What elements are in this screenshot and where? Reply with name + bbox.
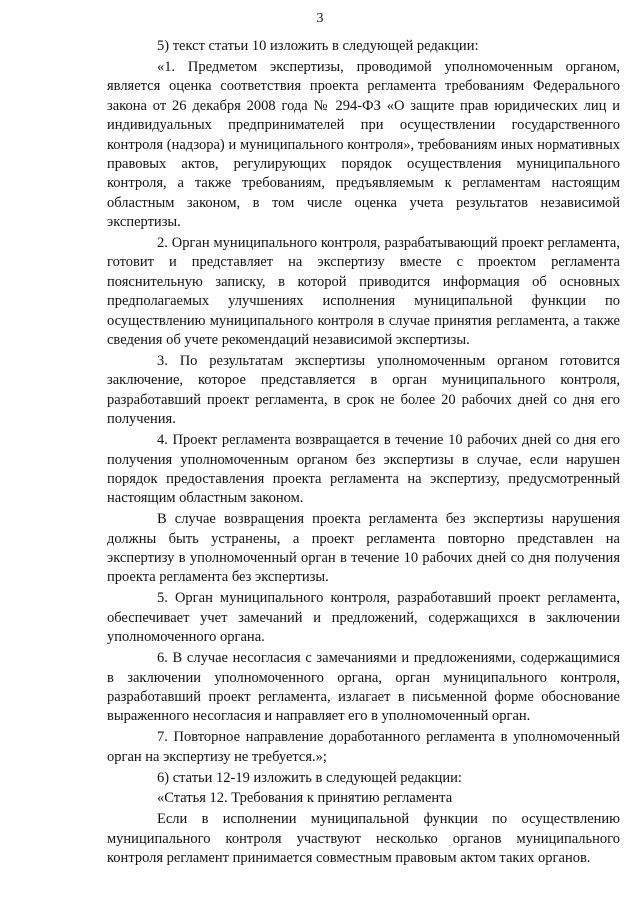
paragraph-conclusion: 3. По результатам экспертизы уполномоченным органом готовится заключение, которое представляется в орган муниципального контроля, разработавший проект регламента, в срок не более 20 рабочих дней со дня его получения.: [107, 353, 620, 428]
paragraph-repeat-submission: 7. Повторное направление доработанного регламента в уполномоченный орган на экспертизу не требуется.»;: [107, 729, 620, 765]
paragraph-explanatory-note: 2. Орган муниципального контроля, разрабатывающий проект регламента, готовит и представляет на экспертизу вместе с проектом регламента пояснительную записку, в которой приводится информация об основных предполагаемых улучшениях исполнения муниципальной функции по осуществлению муниципального контроля в случае принятия регламента, а также сведения об учете рекомендаций независимой экспертизы.: [107, 235, 620, 349]
paragraph-amendment-5: 5) текст статьи 10 изложить в следующей редакции:: [157, 38, 479, 54]
article-12-heading: «Статья 12. Требования к принятию регламента: [157, 790, 453, 807]
paragraph-resubmission: В случае возвращения проекта регламента без экспертизы нарушения должны быть устранены, а проект регламента повторно представлен на экспертизу в уполномоченный орган в течение 10 рабочих дней со дня получения проекта регламента без экспертизы.: [107, 511, 620, 586]
page-number: 3: [316, 11, 324, 26]
paragraph-joint-act: Если в исполнении муниципальной функции по осуществлению муниципального контроля участвуют несколько органов муниципального контроля регламент принимается совместным правовым актом таких органов.: [107, 811, 620, 867]
paragraph-amendment-6: 6) статьи 12-19 изложить в следующей редакции:: [157, 769, 462, 786]
document-body: [107, 37, 620, 869]
paragraph-disagreement: 6. В случае несогласия с замечаниями и предложениями, содержащимися в заключении уполномоченного органа, орган муниципального контроля, разработавший проект регламента, излагает в письменной форме обоснование выраженного несогласия и направляет его в уполномоченный орган.: [107, 650, 620, 725]
paragraph-expertise-subject: «1. Предметом экспертизы, проводимой уполномоченным органом, является оценка соответствия проекта регламента требованиям Федерального закона от 26 декабря 2008 года № 294-ФЗ «О защите прав юридических лиц и индивидуальных предпринимателей при осуществлении государственного контроля (надзора) и муниципального контроля», требованиям иных нормативных правовых актов, регулирующих порядок осуществления муниципального контроля, а также требованиям, предъявляемым к регламентам настоящим областным законом, в том числе оценка учета результатов независимой экспертизы.: [107, 58, 620, 231]
paragraph-return-of-draft: 4. Проект регламента возвращается в течение 10 рабочих дней со дня его получения уполномоченным органом без экспертизы в случае, если нарушен порядок предоставления проекта регламента на экспертизу, предусмотренный настоящим областным законом.: [107, 432, 620, 507]
paragraph-accounting-remarks: 5. Орган муниципального контроля, разработавший проект регламента, обеспечивает учет замечаний и предложений, содержащихся в заключении уполномоченного органа.: [107, 590, 620, 646]
